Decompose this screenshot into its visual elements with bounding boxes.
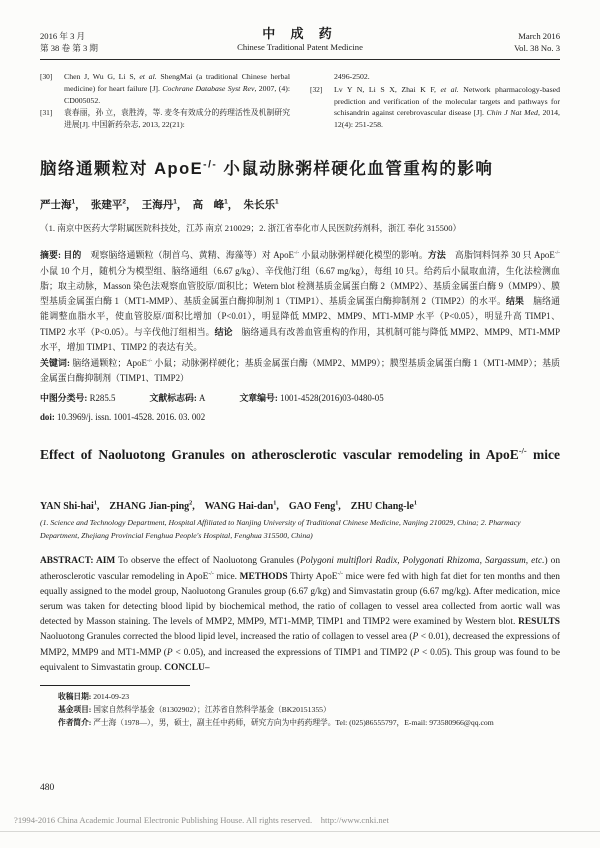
article-id-label: 文章编号: — [239, 393, 281, 404]
journal-title-cn: 中 成 药 — [262, 26, 338, 41]
doi-label: doi: — [40, 412, 58, 423]
abstract-en: ABSTRACT: AIM To observe the effect of Naoluotong Granules (Polygoni multiflori Radix, Polygonati Rhizoma, Sargassum, etc.) on atherosclerotic vascular remodeling in ApoE-/- mice. METHODS Thirty ApoE-/- mice were fed with high fat diet for ten months and then equally assigned to the model group, Naoluotong Granules group (6.67 g/kg) and Simvastatin group (6.67 mg/kg). After medication, mice serum was taken for detecting blood lipid by biochemical method, the ratio of collagen to vessel area collected from aortic wall was detected by Masson staining. The levels of MMP2, MMP9, MT1-MMP, TIMP1 and TIMP2 were examined by Western blot. RESULTS Naoluotong Granules corrected the blood lipid level, increased the ratio of collagen to vessel area (P < 0.01), decreased the expressions of MMP2, MMP9 and MT1-MMP (P < 0.05), and increased the expressions of TIMP1 and TIMP2 (P < 0.05). This group was found to be equivalent to Simvastatin group. CONCLU– — [40, 556, 561, 673]
affiliation-en: (1. Science and Technology Department, Hospital Affiliated to Nanjing University of Traditional Chinese Medicine, Nanjing 210029, China; 2. Pharmacy Department, Zhejiang Provincial Fenghua People's Hospital, Fenghua 315500, China) — [40, 518, 521, 540]
document-code-value: A — [199, 393, 206, 404]
reference-item-31-continuation — [310, 71, 560, 83]
reference-text: 袁春丽，孙 立，袁胜涛，等. 麦冬有效成分的药理活性及机制研究进展[J]. 中国新药杂志, 2013, 22(21): — [64, 108, 290, 130]
journal-volume-cn: 第 38 卷 第 3 期 — [40, 43, 99, 53]
reference-number: [30] — [40, 72, 53, 81]
reference-number: [31] — [40, 108, 53, 118]
reference-item-31 — [40, 107, 290, 131]
page-number: 480 — [40, 783, 55, 793]
article-id — [239, 391, 383, 406]
authors-en: YAN Shi-hai$^1$, ZHANG Jian-ping$^2$, WANG Hai-dan$^1$, GAO Feng$^1$, ZHU Chang-$le^1$ — [40, 499, 417, 513]
reference-text: Lv Y N, Li S X, Zhai K F, et al. Network pharmacology-based prediction and verification of the molecular targets and pathways for schisandrin against cerebrovascular disease [J]. Chin J Nat Med, 2014, 12(4): 251-258. — [334, 84, 560, 130]
article-title-en: Effect of Naoluotong Granules on atherosclerotic vascular remodeling in ApoE-/- mice — [40, 446, 560, 463]
doi-value: 10.3969/j. issn. 1001-4528. 2016. 03. 002 — [57, 412, 206, 423]
footnote-author-bio: 作者简介: 严士海（1978—），男，硕士，副主任中药师，研究方向为中药药理学。Tel: (025)86555797，E-mail: 973580966@qq.com — [58, 718, 494, 728]
article-title-cn: 脑络通颗粒对 ApoE-/- 小鼠动脉粥样硬化血管重构的影响 — [40, 159, 494, 178]
article-id-value: 1001-4528(2016)03-0480-05 — [280, 393, 384, 404]
clc-label: 中图分类号: — [40, 393, 90, 404]
journal-date-cn: 2016 年 3 月 — [40, 31, 86, 41]
abstract-cn: 摘要: 目的 观察脑络通颗粒（制首乌、黄精、海藻等）对 ApoE-/- 小鼠动脉粥样硬化模型的影响。方法 高脂饲料饲养 30 只 ApoE-/- 小鼠 10 个月，随机分为模型组、脑络通组（6.67 g/kg）、辛伐他汀组（6.67 mg/kg），每组 10 只。给药后小鼠取血清，生化法检测血脂；取主动脉，Masson 染色法观察血管胶原/面积比；Wetern blot 检测基质金属蛋白酶 2（MMP2）、基质金属蛋白酶 9（MMP9）、膜型基质金属蛋白酶 1（MT1-MMP）、基质金属蛋白酶抑制剂 1（TIMP1）、基质金属蛋白酶抑制剂 2（TIMP2）的水平。结果 脑络通能调整血脂水平，使血管胶原/面积比增加（P<0.01），明显降低 MMP2、MMP9、MT1-MMP 水平（P<0.05），明显升高 TIMP1、TIMP2 水平（P<0.05）。与辛伐他汀组相当。结论 脑络通具有改善血管重构的作用，其机制可能与降低 MMP2、MMP9、MT1-MMP 水平，增加 TIMP1、TIMP2 的表达有关。 — [40, 250, 561, 352]
document-code-label: 文献标志码: — [149, 393, 200, 404]
reference-item-32 — [310, 84, 560, 131]
reference-number: [32] — [310, 84, 323, 94]
keywords-cn: 关键词: 脑络通颗粒；ApoE-/- 小鼠；动脉粥样硬化；基质金属蛋白酶（MMP2、MMP9）；膜型基质金属蛋白酶 1（MT1-MMP）；基质金属蛋白酶抑制剂（TIMP1、TIMP2） — [40, 357, 560, 384]
journal-issue-info-en — [440, 30, 560, 54]
references-section — [40, 71, 560, 132]
authors-cn: 严士海$^1$， 张建平$^2$， 王海丹$^1$， 高 峰$^1$， 朱长乐$^1$ — [40, 198, 279, 211]
journal-title-block — [160, 26, 440, 54]
footnote-funding: 基金项目: 国家自然科学基金（81302902）；江苏省自然科学基金（BK20151355） — [58, 705, 331, 715]
footnote-divider — [40, 685, 190, 686]
reference-text: Chen J, Wu G, Li S, et al. ShengMai (a traditional Chinese herbal medicine) for heart failure [J]. Cochrane Database Syst Rev, 2007, (4): CD005052. — [64, 72, 291, 105]
footnote-block — [40, 690, 560, 730]
affiliation-cn: （1. 南京中医药大学附属医院科技处，江苏 南京 210029；2. 浙江省奉化市人民医院药剂科，浙江 奉化 315500） — [40, 222, 462, 233]
reference-number — [310, 71, 334, 83]
article-meta-row — [40, 391, 560, 406]
journal-header — [40, 26, 560, 60]
journal-date-en: March 2016 — [518, 31, 560, 41]
references-right-column — [310, 71, 560, 132]
doi-line — [40, 410, 560, 425]
journal-issue-info-cn — [40, 30, 160, 54]
clc-number — [40, 391, 115, 406]
reference-text: 2496-2502. — [334, 72, 370, 81]
references-left-column — [40, 71, 290, 132]
reference-item-30 — [40, 71, 290, 106]
copyright-notice: ?1994-2016 China Academic Journal Electronic Publishing House. All rights reserved. http://www.cnki.net — [0, 815, 600, 832]
clc-value: R285.5 — [89, 393, 116, 404]
footnote-received: 收稿日期: 2014-09-23 — [58, 691, 130, 701]
journal-title-en: Chinese Traditional Patent Medicine — [237, 42, 363, 52]
document-code — [149, 391, 205, 406]
journal-volume-en: Vol. 38 No. 3 — [514, 43, 560, 53]
